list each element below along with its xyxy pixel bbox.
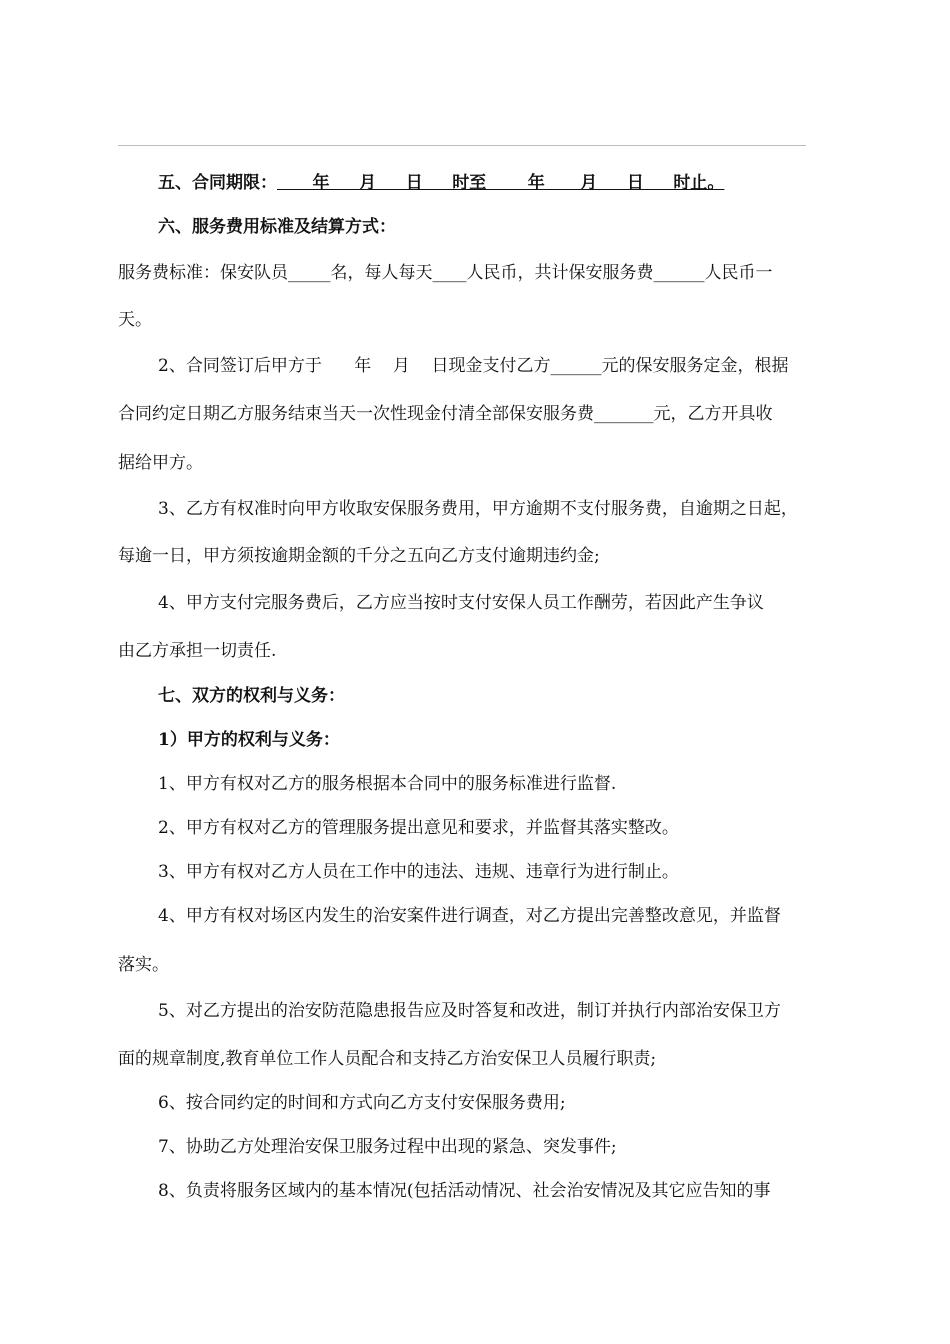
party-a-item-4: 4、甲方有权对场区内发生的治安案件进行调查，对乙方提出完善整改意见，并监督: [158, 906, 781, 926]
party-a-item-2: 2、甲方有权对乙方的管理服务提出意见和要求，并监督其落实整改。: [158, 818, 679, 838]
fee-standard-line: 服务费标准：保安队员_____名，每人每天____人民币，共计保安服务费______人民币一: [118, 263, 773, 283]
party-a-item-4-cont: 落实。: [118, 955, 169, 975]
section-6-heading: 六、服务费用标准及结算方式：: [158, 217, 396, 237]
section-5-heading: 五、合同期限： 年 月 日 时至 年 月 日 时止。: [158, 173, 725, 193]
section-7-heading: 七、双方的权利与义务：: [158, 686, 345, 706]
party-a-item-1: 1、甲方有权对乙方的服务根据本合同中的服务标准进行监督.: [158, 774, 617, 794]
party-a-item-8: 8、负责将服务区域内的基本情况(包括活动情况、社会治安情况及其它应告知的事: [158, 1181, 771, 1201]
clause-3-line-1: 3、乙方有权准时向甲方收取安保服务费用，甲方逾期不支付服务费，自逾期之日起，: [158, 499, 798, 519]
party-a-item-6: 6、按合同约定的时间和方式向乙方支付安保服务费用;: [158, 1093, 566, 1113]
party-a-item-5: 5、对乙方提出的治安防范隐患报告应及时答复和改进，制订并执行内部治安保卫方: [158, 1001, 781, 1021]
clause-2-line-1: 2、合同签订后甲方于 年 月 日现金支付乙方______元的保安服务定金，根据: [158, 356, 789, 376]
party-a-item-7: 7、协助乙方处理治安保卫服务过程中出现的紧急、突发事件;: [158, 1137, 617, 1157]
clause-3-line-2: 每逾一日，甲方须按逾期金额的千分之五向乙方支付逾期违约金;: [118, 546, 600, 566]
clause-2-line-2: 合同约定日期乙方服务结束当天一次性现金付清全部保安服务费_______元，乙方开具收: [118, 404, 773, 424]
fee-standard-line-cont: 天。: [118, 310, 152, 330]
clause-4-line-1: 4、甲方支付完服务费后，乙方应当按时支付安保人员工作酬劳，若因此产生争议: [158, 593, 764, 613]
party-a-item-5-cont: 面的规章制度,教育单位工作人员配合和支持乙方治安保卫人员履行职责;: [118, 1049, 657, 1069]
clause-4-line-2: 由乙方承担一切责任.: [118, 641, 277, 661]
contract-term-blanks: 年 月 日 时至 年 月 日 时止。: [277, 173, 725, 193]
clause-2-line-3: 据给甲方。: [118, 453, 203, 473]
header-rule: [118, 145, 806, 146]
party-a-item-3: 3、甲方有权对乙方人员在工作中的违法、违规、违章行为进行制止。: [158, 862, 679, 882]
party-a-heading: 1）甲方的权利与义务：: [158, 730, 340, 750]
